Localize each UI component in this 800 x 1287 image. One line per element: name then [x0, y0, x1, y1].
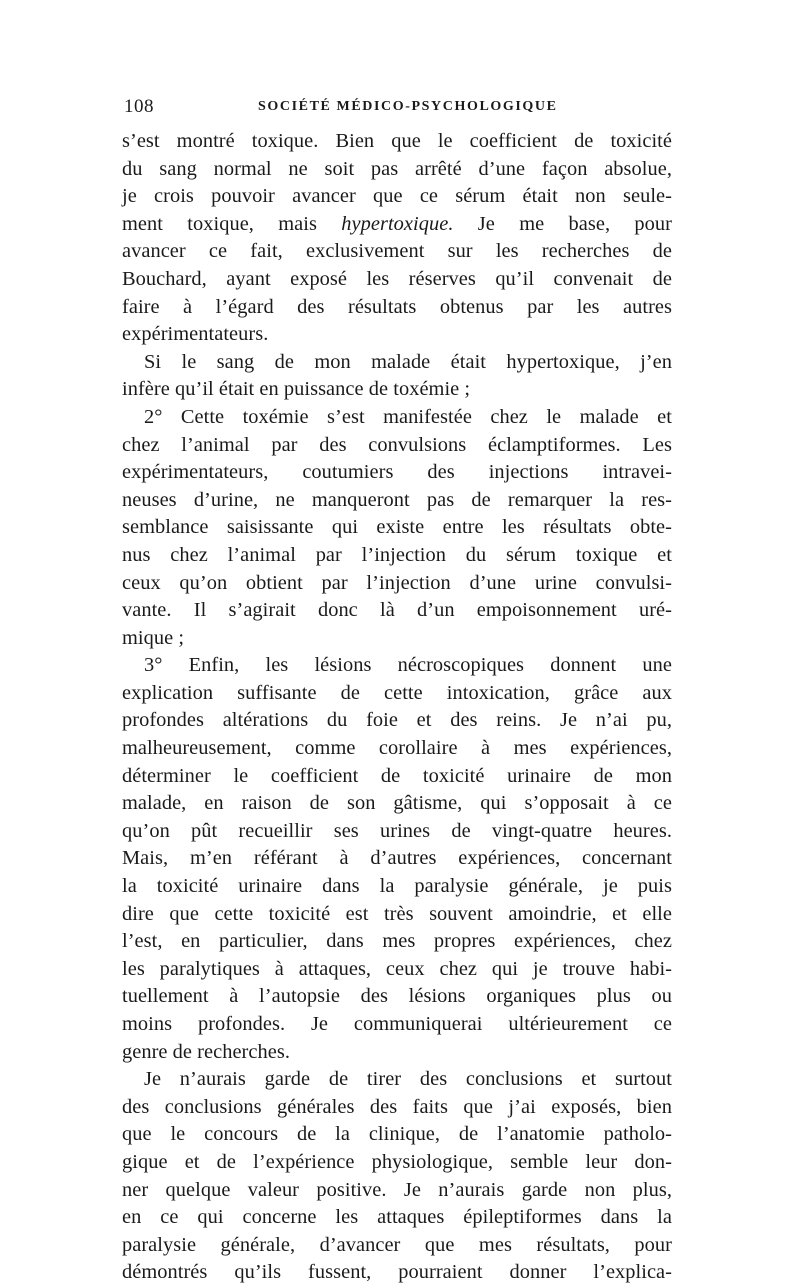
text-line: en ce qui concerne les attaques épileptiformes dans la: [122, 1206, 672, 1229]
text-line: la toxicité urinaire dans la paralysie générale, je puis: [122, 875, 672, 898]
text-line: s’est montré toxique. Bien que le coefficient de toxicité: [122, 130, 672, 152]
text-line: Si le sang de mon malade était hypertoxique, j’en: [144, 350, 672, 373]
emphasized-term: hypertoxique.: [341, 212, 454, 235]
text-line: chez l’animal par des convulsions éclamptiformes. Les: [122, 433, 672, 456]
text-line: ceux qu’on obtient par l’injection d’une urine convulsi-: [122, 571, 672, 594]
text-line: mique ;: [122, 626, 185, 649]
text-line: genre de recherches.: [122, 1040, 290, 1063]
text-line: des conclusions générales des faits que j’ai exposés, bien: [122, 1095, 672, 1118]
running-head: SOCIÉTÉ MÉDICO-PSYCHOLOGIQUE: [258, 99, 558, 114]
text-line: Je n’aurais garde de tirer des conclusions et surtout: [144, 1068, 672, 1091]
text-line: explication suffisante de cette intoxication, grâce aux: [122, 681, 672, 704]
text-line: moins profondes. Je communiquerai ultérieurement ce: [122, 1013, 672, 1035]
text-line: malheureusement, comme corollaire à mes expériences,: [122, 737, 672, 760]
text-line: qu’on pût recueillir ses urines de vingt-quatre heures.: [122, 819, 672, 842]
page-header: [124, 96, 684, 118]
text-line: avancer ce fait, exclusivement sur les recherches de: [122, 240, 672, 263]
text-line: paralysie générale, d’avancer que mes résultats, pour: [122, 1233, 672, 1256]
text-line: malade, en raison de son gâtisme, qui s’opposait à ce: [122, 792, 672, 815]
text-line: expérimentateurs.: [122, 323, 269, 346]
text-line: infère qu’il était en puissance de toxémie ;: [122, 378, 471, 401]
text-line: déterminer le coefficient de toxicité urinaire de mon: [122, 764, 672, 787]
text-line: l’est, en particulier, dans mes propres expériences, chez: [122, 930, 672, 953]
text-line: expérimentateurs, coutumiers des injections intravei-: [122, 461, 672, 484]
text-line: 2° Cette toxémie s’est manifestée chez le malade et: [144, 405, 672, 428]
text-segment: ment toxique, mais: [122, 212, 317, 235]
text-line: [122, 211, 672, 239]
body-text: [122, 128, 672, 1287]
text-line: Bouchard, ayant exposé les réserves qu’il convenait de: [122, 267, 672, 290]
text-line: nus chez l’animal par l’injection du sérum toxique et: [122, 543, 672, 566]
text-line: vante. Il s’agirait donc là d’un empoisonnement uré-: [122, 599, 672, 622]
text-line: les paralytiques à attaques, ceux chez qui je trouve habi-: [122, 957, 672, 980]
text-line: neuses d’urine, ne manqueront pas de remarquer la res-: [122, 488, 672, 511]
text-line: que le concours de la clinique, de l’anatomie patholo-: [122, 1123, 672, 1146]
text-line: 3° Enfin, les lésions nécroscopiques donnent une: [144, 654, 672, 677]
text-line: tuellement à l’autopsie des lésions organiques plus ou: [122, 985, 672, 1008]
text-line: gique et de l’expérience physiologique, semble leur don-: [122, 1150, 672, 1173]
text-line: faire à l’égard des résultats obtenus par les autres: [122, 295, 672, 318]
text-line: démontrés qu’ils fussent, pourraient donner l’explica-: [122, 1261, 672, 1284]
text-segment: Je me base, pour: [477, 212, 672, 235]
text-line: du sang normal ne soit pas arrêté d’une façon absolue,: [122, 157, 672, 180]
text-line: je crois pouvoir avancer que ce sérum était non seule-: [122, 185, 672, 208]
text-line: ner quelque valeur positive. Je n’aurais garde non plus,: [122, 1178, 672, 1201]
page-number: 108: [124, 96, 154, 117]
text-line: dire que cette toxicité est très souvent amoindrie, et elle: [122, 902, 672, 925]
text-line: Mais, m’en référant à d’autres expériences, concernant: [122, 847, 672, 870]
text-line: profondes altérations du foie et des reins. Je n’ai pu,: [122, 709, 672, 732]
text-line: semblance saisissante qui existe entre les résultats obte-: [122, 516, 672, 539]
